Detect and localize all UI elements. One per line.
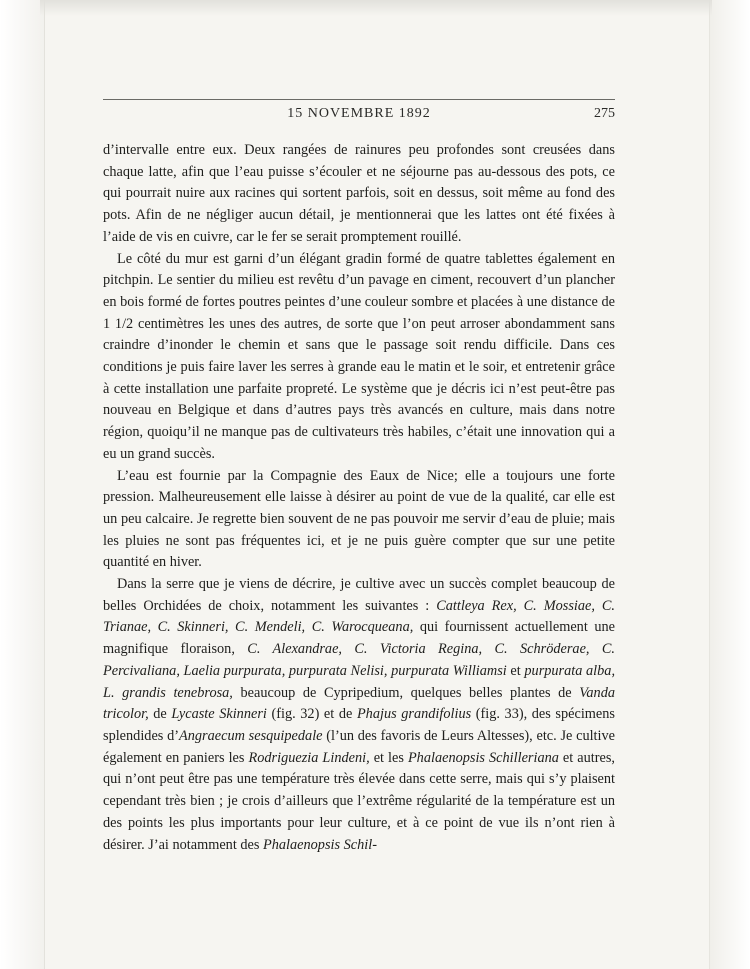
scan-top-shadow — [40, 0, 712, 16]
text-run: d’intervalle entre eux. Deux rangées de rainures peu profondes sont creusées dans chaque latte, afin que l’eau puisse s’écouler et ne séjourne pas au-dessous des pots, ce qui pourrait nuire aux racines qui sortent parfois, soit en dessus, soit même au fond des pots. Afin de ne négliger aucun détail, je mentionnerai que les lattes ont été fixées à l’aide de vis en cuivre, car le fer se serait promptement rouillé. — [103, 142, 615, 245]
italic-species-name: Phalaenopsis Schil- — [263, 836, 377, 853]
text-run: et autres, qui n’ont peut être pas une température très élevée dans cette serre, mais qui s’y plaisent cependant très bien ; je crois d’ailleurs que l’extrême régularité de la température est un des points les plus importants pour leur culture, et à ce point de vue ils n’ont rien à désirer. J’ai notamment des — [103, 749, 615, 853]
scan-left-margin — [0, 0, 45, 969]
header-date: 15 NOVEMBRE 1892 — [287, 106, 431, 121]
italic-species-name: Lycaste Skinneri — [171, 706, 267, 723]
text-run: Le côté du mur est garni d’un élégant gradin formé de quatre tablettes également en pitchpin. Le sentier du milieu est revêtu d’un pavage en ciment, recouvert d’un plancher en bois formé de fortes poutres peintes d’une couleur sombre et placées à une distance de 1 1/2 centimètres les unes des autres, de sorte que l’on peut arroser abondamment sans craindre d’inonder le chemin et sans que le passage soit rendu difficile. Dans ces conditions je puis faire laver les serres à grande eau le matin et le soir, et entretenir grâce à cette installation une parfaite propreté. Le système que je décris ici n’est peut-être pas nouveau en Belgique et dans d’autres pays très avancés en culture, mais dans notre région, quoiqu’il ne manque pas de cultivateurs très habiles, c’était une innovation qui a eu un grand succès. — [103, 250, 615, 462]
italic-species-name: Phalaenopsis Schilleriana — [407, 749, 559, 766]
italic-species-names: purpurata alba, L. grandis tenebrosa, — [103, 662, 616, 701]
text-run: Dans la serre que je viens de décrire, je cultive avec un succès complet beaucoup de belles Orchidées de choix, notamment les suivantes : — [103, 576, 615, 614]
italic-species-names: Cattleya Rex, C. Mossiae, C. Trianae, C. Skinneri, C. Mendeli, C. Warocqueana, — [103, 597, 615, 636]
italic-species-name: Vanda tricolor, — [103, 684, 615, 723]
text-run: beaucoup de Cypripedium, quelques belles plantes de — [232, 684, 580, 701]
italic-species-name: Phajus grandifolius — [356, 706, 472, 723]
text-run: et — [506, 662, 525, 679]
text-run: (fig. 32) et de — [266, 706, 357, 723]
page-number: 275 — [594, 106, 615, 121]
text-run: et les — [369, 749, 408, 766]
scan-right-margin — [709, 0, 750, 969]
text-run: (l’un des favoris de Leurs Altesses), etc. Je cultive également en paniers les — [103, 727, 615, 766]
text-run: qui fournissent actuellement une magnifique floraison, — [103, 619, 615, 658]
italic-species-names: C. Alexandrae, C. Victoria Regina, C. Schröderae, C. Percivaliana, Laelia purpurata, purpurata Nelisi, purpurata Williamsi — [103, 641, 615, 679]
italic-species-name: Rodriguezia Lindeni, — [248, 749, 370, 766]
paragraph — [103, 140, 615, 249]
running-header — [103, 99, 615, 120]
text-run: (fig. 33), des spécimens splendides d’ — [103, 706, 615, 744]
text-run: de — [148, 706, 172, 723]
paragraph — [103, 574, 615, 856]
body-text — [103, 140, 615, 856]
text-run: L’eau est fournie par la Compagnie des Eaux de Nice; elle a toujours une forte pression. Malheureusement elle laisse à désirer au point de vue de la qualité, car elle est un peu calcaire. Je regrette bien souvent de ne pas pouvoir me servir d’eau de pluie; mais les pluies ne sont pas fréquentes ici, et je ne puis guère compter que sur une petite quantité en hiver. — [103, 467, 615, 571]
paragraph — [103, 249, 615, 466]
italic-species-name: Angraecum sesquipedale — [179, 727, 323, 744]
paragraph — [103, 466, 615, 575]
